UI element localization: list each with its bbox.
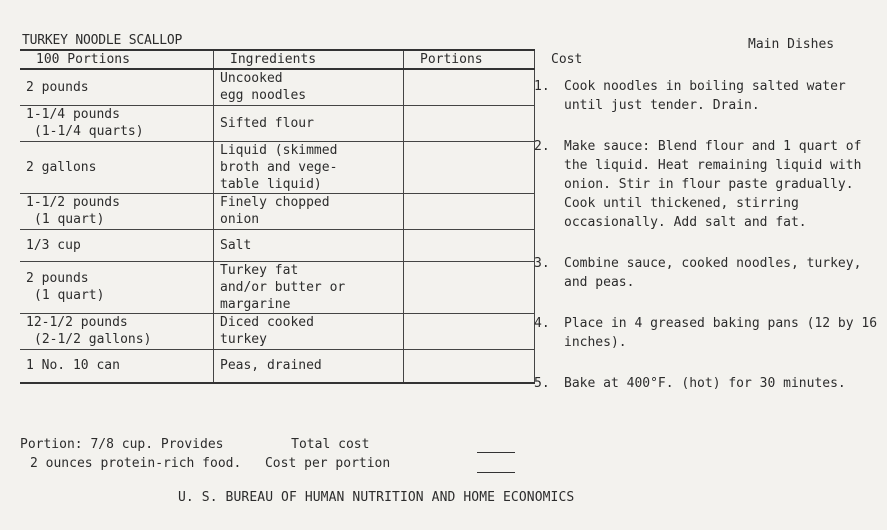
- amount-cell-line: 1/3 cup: [26, 237, 81, 253]
- portions-cell: [404, 69, 535, 105]
- table-row: [20, 141, 535, 193]
- amount-cell-line: (1-1/4 quarts): [34, 124, 144, 139]
- instruction-step: [534, 254, 884, 292]
- amount-cell-line: (1 quart): [34, 212, 105, 227]
- amount-cell: [20, 141, 214, 193]
- step-text: Cook noodles in boiling salted water until just tender. Drain.: [564, 79, 846, 113]
- amount-cell-line: 2 gallons: [26, 159, 97, 175]
- protein-line: 2 ounces protein-rich food.: [30, 456, 242, 471]
- table-row: [20, 193, 535, 229]
- portions-cell: [404, 105, 535, 141]
- portion-line: Portion: 7/8 cup. Provides: [20, 437, 224, 452]
- amount-cell: [20, 105, 214, 141]
- ingredient-cell-line: Sifted flour: [220, 115, 314, 131]
- total-cost-blank: [477, 452, 515, 453]
- ingredient-cell-line: broth and vege-: [220, 159, 338, 175]
- amount-cell-line: 2 pounds: [26, 271, 89, 286]
- ingredient-cell-line: margarine: [220, 296, 291, 312]
- portions-cell: [404, 193, 535, 229]
- table-row: [20, 69, 535, 105]
- header-ingredients: Ingredients: [214, 50, 404, 69]
- amount-cell-line: 2 pounds: [26, 79, 89, 95]
- amount-cell-line: 12-1/2 pounds: [26, 315, 128, 330]
- step-number: 5.: [534, 376, 550, 391]
- ingredient-cell-line: Salt: [220, 237, 252, 253]
- instruction-steps: [534, 77, 884, 393]
- table-header-row: 100 Portions Ingredients Portions Cost: [20, 50, 535, 69]
- table-row: [20, 105, 535, 141]
- portions-cell: [404, 229, 535, 261]
- step-text: Make sauce: Blend flour and 1 quart of the liquid. Heat remaining liquid with onion. Stir in flour paste gradually. Cook until thickened, stirring occasionally. Add salt and fat.: [564, 139, 862, 230]
- ingredient-cell-line: onion: [220, 212, 260, 227]
- table-row: [20, 349, 535, 383]
- step-number: 2.: [534, 139, 550, 154]
- amount-cell-line: (2-1/2 gallons): [34, 332, 152, 347]
- ingredient-cell-line: turkey: [220, 332, 267, 347]
- instruction-step: [534, 77, 884, 115]
- ingredient-cell: [214, 193, 404, 229]
- ingredient-cell-line: and/or butter or: [220, 279, 346, 295]
- ingredient-cell-line: Turkey fat: [220, 262, 299, 278]
- ingredient-cell: [214, 349, 404, 383]
- ingredient-cell: [214, 261, 404, 313]
- step-number: 1.: [534, 79, 550, 94]
- ingredient-cell-line: Peas, drained: [220, 358, 322, 374]
- recipe-title: TURKEY NOODLE SCALLOP: [22, 33, 183, 48]
- instruction-step: [534, 374, 884, 393]
- step-number: 4.: [534, 316, 550, 331]
- amount-cell-line: (1 quart): [34, 288, 105, 303]
- ingredient-cell-line: Uncooked: [220, 71, 283, 87]
- ingredients-table: [20, 49, 583, 384]
- amount-cell: [20, 193, 214, 229]
- table-row: [20, 261, 535, 313]
- ingredient-cell: [214, 105, 404, 141]
- header-portions: Portions: [404, 50, 535, 69]
- ingredient-cell-line: Finely chopped: [220, 195, 330, 210]
- instruction-step: [534, 314, 884, 352]
- ingredient-cell-line: table liquid): [220, 176, 322, 192]
- section-label: Main Dishes: [748, 37, 835, 52]
- table-row: [20, 229, 535, 261]
- portions-cell: [404, 261, 535, 313]
- step-text: Place in 4 greased baking pans (12 by 16 inches).: [564, 316, 878, 350]
- step-text: Combine sauce, cooked noodles, turkey, and peas.: [564, 256, 862, 290]
- recipe-footer: [20, 435, 390, 473]
- total-cost-label: Total cost: [291, 437, 370, 452]
- header-100-portions: 100 Portions: [36, 52, 130, 67]
- instruction-step: [534, 137, 884, 232]
- portions-cell: [404, 313, 535, 349]
- ingredient-cell: [214, 141, 404, 193]
- ingredient-cell-line: Diced cooked: [220, 315, 314, 330]
- step-number: 3.: [534, 256, 550, 271]
- amount-cell: [20, 229, 214, 261]
- amount-cell: [20, 69, 214, 105]
- ingredient-cell: [214, 313, 404, 349]
- ingredient-cell-line: egg noodles: [220, 88, 307, 104]
- amount-cell-line: 1-1/2 pounds: [26, 195, 120, 210]
- amount-cell: [20, 349, 214, 383]
- portions-cell: [404, 349, 535, 383]
- amount-cell: [20, 261, 214, 313]
- step-text: Bake at 400°F. (hot) for 30 minutes.: [564, 376, 846, 391]
- cost-per-portion-label: Cost per portion: [264, 456, 391, 471]
- cost-per-portion-blank: [477, 472, 515, 473]
- amount-cell-line: 1 No. 10 can: [26, 358, 120, 374]
- ingredient-cell: [214, 229, 404, 261]
- portions-cell: [404, 141, 535, 193]
- ingredient-cell: [214, 69, 404, 105]
- amount-cell-line: 1-1/4 pounds: [26, 107, 120, 122]
- table-row: [20, 313, 535, 349]
- credit-line: U. S. BUREAU OF HUMAN NUTRITION AND HOME ECONOMICS: [178, 490, 575, 505]
- amount-cell: [20, 313, 214, 349]
- ingredient-cell-line: Liquid (skimmed: [220, 142, 338, 158]
